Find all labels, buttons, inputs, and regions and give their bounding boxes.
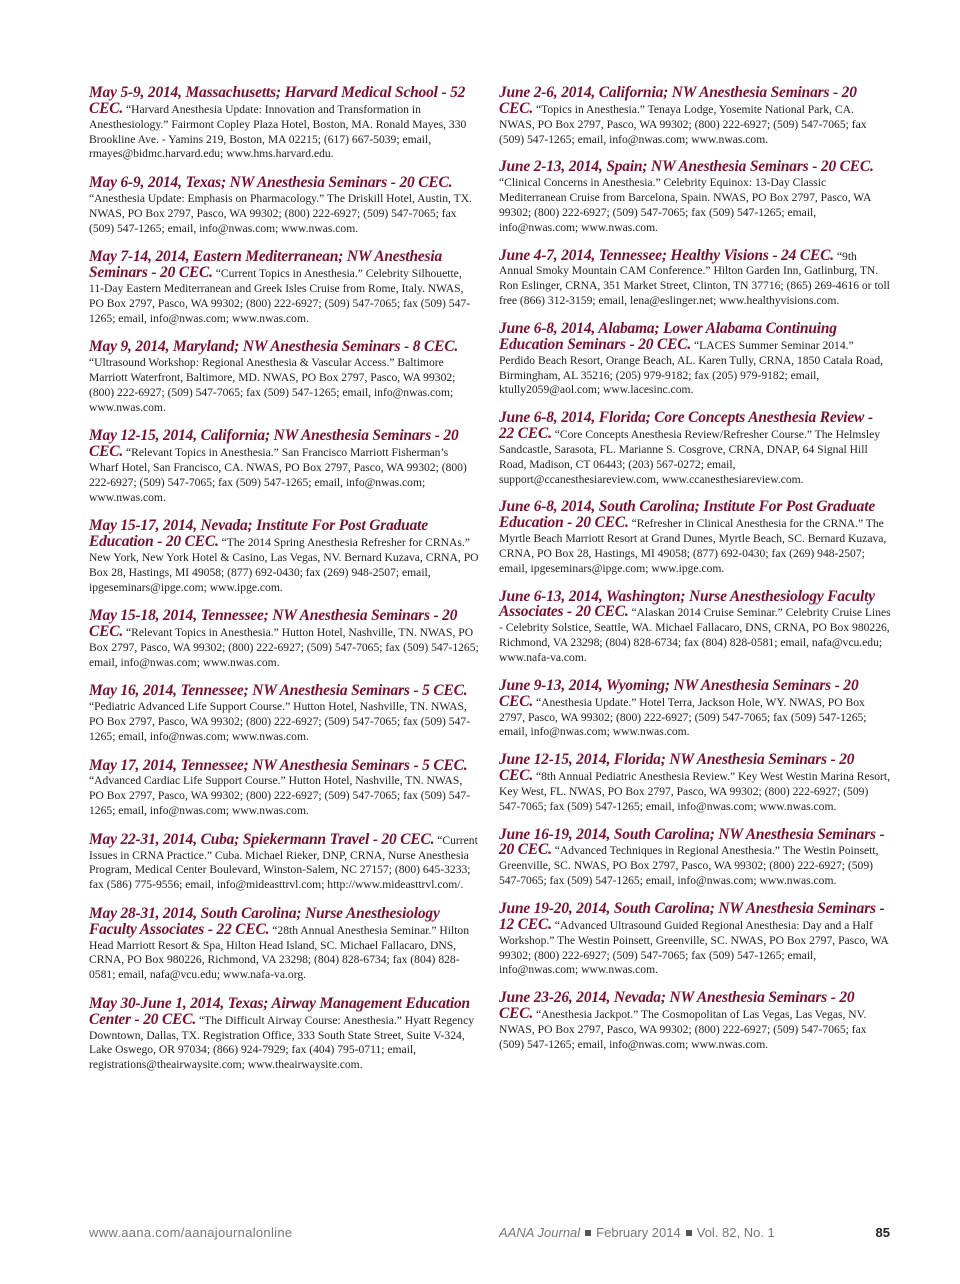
journal-name: AANA Journal — [499, 1225, 581, 1240]
journal-url[interactable]: www.aana.com/aanajournalonline — [89, 1225, 293, 1240]
event-listing — [89, 830, 479, 893]
event-heading: June 2-13, 2014, Spain; NW Anesthesia Seminars - 20 CEC. — [499, 158, 874, 176]
event-listing — [499, 246, 891, 309]
event-details: “The Difficult Airway Course: Anesthesia.” Hyatt Regency Downtown, Dallas, TX. Registration Office, 333 South State Street, Suite V-324, Lake Oswego, OR 97034; (866) 924-7929; fax (404) 795-0711; email, registrations@theairwaysite.com; www.theairwaysite.com. — [89, 1013, 475, 1072]
event-listing — [499, 160, 891, 235]
event-heading: May 9, 2014, Maryland; NW Anesthesia Seminars - 8 CEC. — [89, 338, 459, 356]
issue-date: February 2014 — [596, 1225, 681, 1240]
volume-issue: Vol. 82, No. 1 — [696, 1225, 775, 1240]
event-heading: June 6-8, 2014, Alabama; Lower Alabama Continuing Education Seminars - 20 CEC. — [499, 319, 837, 353]
event-listing — [89, 609, 479, 670]
page-footer — [89, 1225, 890, 1243]
event-details: “Core Concepts Anesthesia Review/Refresher Course.” The Helmsley Sandcastle, Sarasota, FL. Marianne S. Cosgrove, CRNA, DNAP, 64 Signal Hill Road, Madison, CT 06443; (203) 567-0272; email, support@ccanesthesiareview.com, www.ccanesthesiareview.com. — [499, 428, 881, 486]
event-details: “Ultrasound Workshop: Regional Anesthesia & Vascular Access.” Baltimore Marriott Waterfront, Baltimore, MD. NWAS, PO Box 2797, Pasco, WA 99302; (800) 222-6927; (509) 547-7065; fax (509) 547-1265; email, info@nwas.com; www.nwas.com. — [89, 356, 456, 414]
event-listing — [499, 825, 891, 889]
event-heading: June 6-8, 2014, Florida; Core Concepts Anesthesia Review - 22 CEC. — [499, 409, 873, 443]
event-listing — [89, 994, 479, 1073]
event-details: “Relevant Topics in Anesthesia.” Hutton Hotel, Nashville, TN. NWAS, PO Box 2797, Pasco, WA 99302; (800) 222-6927; (509) 547-7065; fax (509) 547-1265; email, info@nwas.com; www.nwas.com. — [89, 626, 479, 669]
event-heading: June 16-19, 2014, South Carolina; NW Anesthesia Seminars - 20 CEC. — [499, 825, 885, 859]
event-heading: June 2-6, 2014, California; NW Anesthesia Seminars - 20 CEC. — [499, 84, 857, 117]
event-heading: May 5-9, 2014, Massachusetts; Harvard Medical School - 52 CEC. — [89, 84, 466, 117]
event-details: “8th Annual Pediatric Anesthesia Review.” Key West Westin Marina Resort, Key West, FL. NWAS, PO Box 2797, Pasco, WA 99302; (800) 222-6927; (509) 547-7065; fax (509) 547-1265; email, info@nwas.com; www.nwas.com. — [499, 770, 890, 813]
event-details: “Pediatric Advanced Life Support Course.” Hutton Hotel, Nashville, TN. NWAS, PO Box 2797, Pasco, WA 99302; (800) 222-6927; (509) 547-7065; fax (509) 547-1265; email, info@nwas.com; www.nwas.com. — [89, 700, 471, 743]
event-listing — [499, 411, 891, 487]
event-details: “Clinical Concerns in Anesthesia.” Celebrity Equinox: 13-Day Classic Mediterranean Cruise from Barcelona, Spain. NWAS, PO Box 2797, Pasco, WA 99302; (800) 222-6927; (509) 547-7065; fax (509) 547-1265; email, info@nwas.com; www.nwas.com. — [499, 176, 871, 234]
event-heading: June 4-7, 2014, Tennessee; Healthy Visions - 24 CEC. — [499, 246, 834, 264]
event-details: “Anesthesia Update.” Hotel Terra, Jackson Hole, WY. NWAS, PO Box 2797, Pasco, WA 99302; (800) 222-6927; (509) 547-7065; fax (509) 547-1265; email, info@nwas.com; www.nwas.com. — [499, 695, 867, 739]
event-heading: May 15-18, 2014, Tennessee; NW Anesthesia Seminars - 20 CEC. — [89, 607, 458, 641]
square-bullet-icon — [686, 1230, 692, 1236]
event-listing — [499, 676, 891, 740]
event-heading: June 12-15, 2014, Florida; NW Anesthesia Seminars - 20 CEC. — [499, 751, 855, 785]
event-heading: May 6-9, 2014, Texas; NW Anesthesia Seminars - 20 CEC. — [89, 174, 453, 192]
event-details: “Alaskan 2014 Cruise Seminar.” Celebrity Cruise Lines - Celebrity Solstice, Seattle, WA. Michael Fallacaro, DNS, CRNA, PO Box 980226, Richmond, VA 23298; (804) 828-6734; fax (804) 828-0581; email, nafa@vcu.edu; www.nafa-va.com. — [499, 606, 891, 664]
event-details: “28th Annual Anesthesia Seminar.” Hilton Head Marriott Resort & Spa, Hilton Head Island, SC. Michael Fallacaro, DNS, CRNA, PO Box 980226, Richmond, VA 23298; (804) 828-6734; fax (804) 828-0581; email, nafa@vcu.edu; www.nafa-va.org. — [89, 923, 470, 982]
event-listing — [499, 319, 891, 398]
right-column — [499, 86, 891, 1066]
event-details: “Topics in Anesthesia.” Tenaya Lodge, Yosemite National Park, CA. NWAS, PO Box 2797, Pasco, WA 99302; (800) 222-6927; (509) 547-7065; fax (509) 547-1265; email, info@nwas.com; www.nwas.com. — [499, 102, 867, 146]
event-details: “Refresher in Clinical Anesthesia for the CRNA.” The Myrtle Beach Marriott Resort at Grand Dunes, Myrtle Beach, SC. Bernard Kuzava, CRNA, PO Box 28, Hastings, MI 49058; (877) 692-0430; fax (269) 948-2507; email, ipgeseminars@ipge.com; www.ipge.com. — [499, 517, 887, 575]
event-heading: June 6-8, 2014, South Carolina; Institute For Post Graduate Education - 20 CEC. — [499, 498, 875, 532]
event-listing — [89, 904, 479, 983]
event-listing — [89, 176, 479, 236]
event-details: “Relevant Topics in Anesthesia.” San Francisco Marriott Fisherman’s Wharf Hotel, San Francisco, CA. NWAS, PO Box 2797, Pasco, WA 99302; (800) 222-6927; (509) 547-7065; fax (509) 547-1265; email, info@nwas.com; www.nwas.com. — [89, 446, 467, 504]
event-listing — [89, 429, 479, 505]
event-heading: May 7-14, 2014, Eastern Mediterranean; NW Anesthesia Seminars - 20 CEC. — [89, 248, 443, 282]
event-heading: May 22-31, 2014, Cuba; Spiekermann Travel - 20 CEC. — [89, 830, 435, 848]
event-details: “Anesthesia Update: Emphasis on Pharmacology.” The Driskill Hotel, Austin, TX. NWAS, PO Box 2797, Pasco, WA 99302; (800) 222-6927; (509) 547-7065; fax (509) 547-1265; email, info@nwas.com; www.nwas.com. — [89, 191, 472, 235]
event-details: “The 2014 Spring Anesthesia Refresher for CRNAs.” New York, New York Hotel & Casino, Las Vegas, NV. Bernard Kuzava, CRNA, PO Box 28, Hastings, MI 49058; (877) 692-0430; fax (269) 948-2507; email, ipgeseminars@ipge.com; www.ipge.com. — [89, 536, 479, 594]
event-listing — [89, 684, 479, 744]
square-bullet-icon — [585, 1230, 591, 1236]
event-listing — [89, 519, 479, 595]
event-details: “Advanced Ultrasound Guided Regional Anesthesia: Day and a Half Workshop.” The Westin Poinsett, Greenville, SC. NWAS, PO Box 2797, Pasco, WA 99302; (800) 222-6927; (509) 547-7065; fax (509) 547-1265; email, info@nwas.com; www.nwas.com. — [499, 918, 889, 977]
journal-citation — [499, 1225, 775, 1240]
event-details: “Advanced Techniques in Regional Anesthesia.” The Westin Poinsett, Greenville, SC. NWAS, PO Box 2797, Pasco, WA 99302; (800) 222-6927; (509) 547-7065; fax (509) 547-1265; email, info@nwas.com; www.nwas.com. — [499, 844, 879, 888]
event-details: “Current Issues in CRNA Practice.” Cuba. Michael Rieker, DNP, CRNA, Nurse Anesthesia Program, Medical Center Boulevard, Winston-Salem, NC 27157; (800) 645-3233; fax (586) 775-9556; email, info@mideasttrvl.com; http://www.mideasttrvl.com/. — [89, 833, 478, 892]
event-heading: May 17, 2014, Tennessee; NW Anesthesia Seminars - 5 CEC. — [89, 756, 468, 774]
event-listing — [89, 756, 479, 819]
event-details: “9th Annual Smoky Mountain CAM Conference.” Hilton Garden Inn, Gatlinburg, TN. Ron Eslinger, CRNA, 351 Market Street, Clinton, TN 37716; (865) 269-4616 or toll free (866) 312-3159; email, lena@eslinger.net; www.healthyvisions.com. — [499, 249, 890, 308]
event-heading: May 15-17, 2014, Nevada; Institute For Post Graduate Education - 20 CEC. — [89, 517, 428, 551]
event-details: “Harvard Anesthesia Update: Innovation and Transformation in Anesthesiology.” Fairmont Copley Plaza Hotel, Boston, MA. Ronald Mayes, 330 Brookline Ave. - Yamins 219, Boston, MA 02215; (617) 667-5039; email, rmayes@bidmc.harvard.edu; www.hms.harvard.edu. — [89, 102, 467, 161]
event-heading: May 28-31, 2014, South Carolina; Nurse Anesthesiology Faculty Associates - 22 CEC. — [89, 904, 440, 938]
event-heading: May 12-15, 2014, California; NW Anesthesia Seminars - 20 CEC. — [89, 427, 459, 461]
left-column — [89, 86, 479, 1087]
event-listing — [499, 500, 891, 576]
event-heading: May 16, 2014, Tennessee; NW Anesthesia Seminars - 5 CEC. — [89, 682, 468, 700]
event-details: “Anesthesia Jackpot.” The Cosmopolitan of Las Vegas, Las Vegas, NV. NWAS, PO Box 2797, Pasco, WA 99302; (800) 222-6927; (509) 547-7065; fax (509) 547-1265; email, info@nwas.com; www.nwas.com. — [499, 1008, 867, 1051]
event-listing — [89, 340, 479, 415]
event-listing — [499, 753, 891, 814]
event-heading: June 19-20, 2014, South Carolina; NW Anesthesia Seminars - 12 CEC. — [499, 899, 885, 933]
event-heading: June 9-13, 2014, Wyoming; NW Anesthesia Seminars - 20 CEC. — [499, 676, 859, 710]
event-listing — [499, 991, 891, 1052]
event-listing — [499, 587, 891, 666]
event-heading: June 6-13, 2014, Washington; Nurse Anesthesiology Faculty Associates - 20 CEC. — [499, 587, 875, 621]
event-heading: May 30-June 1, 2014, Texas; Airway Management Education Center - 20 CEC. — [89, 994, 470, 1028]
page-number: 85 — [875, 1225, 890, 1240]
event-details: “LACES Summer Seminar 2014.” Perdido Beach Resort, Orange Beach, AL. Karen Tully, CRNA, 1850 Catala Road, Birmingham, AL 35216; (205) 979-9182; fax (205) 979-9182; email, ktully2059@aol.com; www.lacesinc.com. — [499, 338, 884, 397]
event-listing — [499, 86, 891, 147]
event-details: “Current Topics in Anesthesia.” Celebrity Silhouette, 11-Day Eastern Mediterranean and Greek Isles Cruise from Rome, Italy. NWAS, PO Box 2797, Pasco, WA 99302; (800) 222-6927; (509) 547-7065; fax (509) 547-1265; email, info@nwas.com; www.nwas.com. — [89, 267, 471, 325]
event-details: “Advanced Cardiac Life Support Course.” Hutton Hotel, Nashville, TN. NWAS, PO Box 2797, Pasco, WA 99302; (800) 222-6927; (509) 547-7065; fax (509) 547-1265; email, info@nwas.com; www.nwas.com. — [89, 774, 471, 818]
event-heading: June 23-26, 2014, Nevada; NW Anesthesia Seminars - 20 CEC. — [499, 989, 855, 1023]
event-listing — [89, 250, 479, 326]
event-listing — [499, 899, 891, 978]
event-listing — [89, 86, 479, 162]
